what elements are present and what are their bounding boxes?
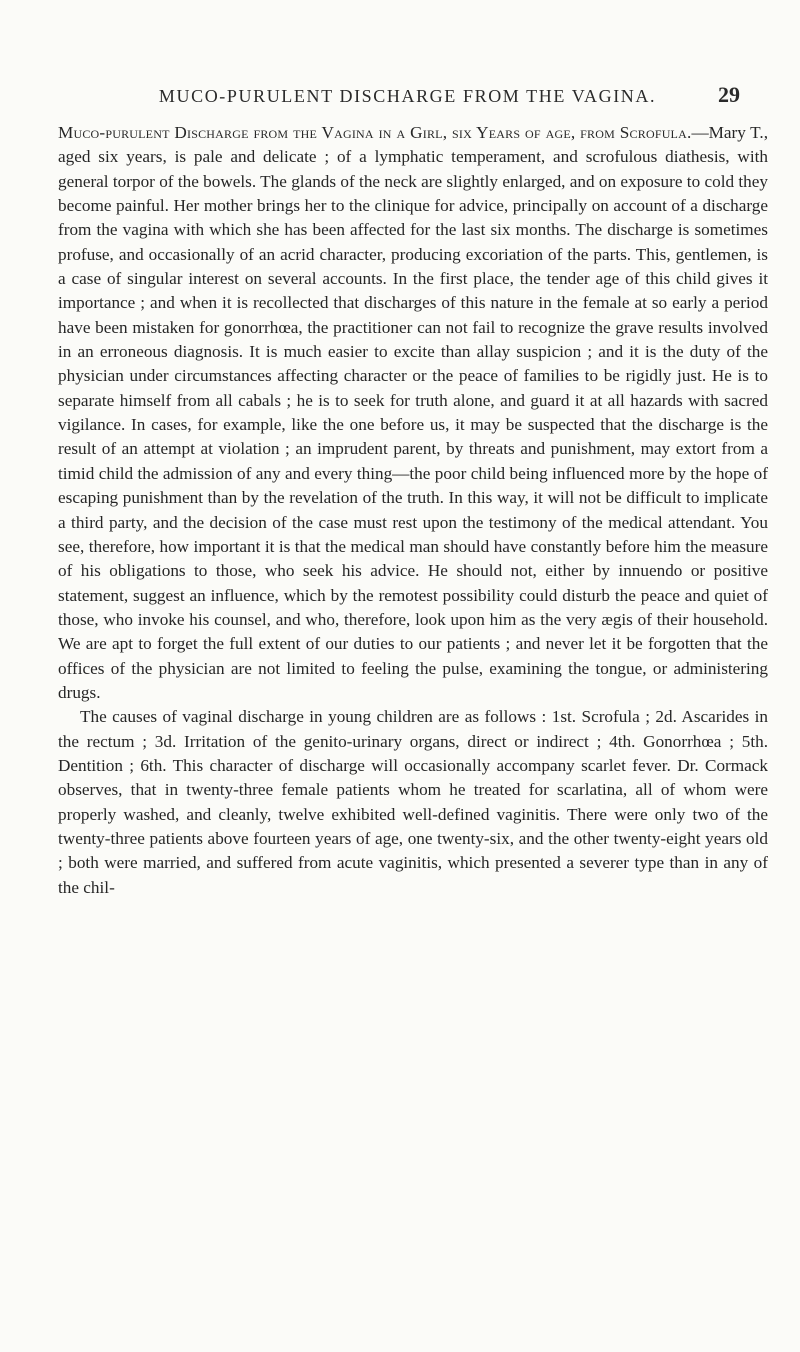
paragraph-2: The causes of vaginal discharge in young children are as follows : 1st. Scrofula ; 2d. Ascarides in the rectum ; 3d. Irritation of the genito-urinary organs, direct or indirect ; 4th. Gonorrhœa ; 5th. Dentition ; 6th. This character of discharge will occasionally accompany scarlet fever. Dr. Cormack observes, that in twenty-three female patients whom he treated for scarlatina, all of whom were properly washed, and cleanly, twelve exhibited well-defined vaginitis. There were only two of the twenty-three patients above fourteen years of age, one twenty-six, and the other twenty-eight years old ; both were married, and suffered from acute vaginitis, which presented a severer type than in any of the chil- [58, 707, 768, 897]
body-text [58, 121, 768, 900]
paragraph-1-text: —Mary T., aged six years, is pale and delicate ; of a lymphatic temperament, and scrofulous diathesis, with general torpor of the bowels. The glands of the neck are slightly enlarged, and on exposure to cold they become painful. Her mother brings her to the clinique for advice, principally on account of a discharge from the vagina with which she has been affected for the last six months. The discharge is sometimes profuse, and occasionally of an acrid character, producing excoriation of the parts. This, gentlemen, is a case of singular interest on several accounts. In the first place, the tender age of this child gives it importance ; and when it is recollected that discharges of this nature in the female at so early a period have been mistaken for gonorrhœa, the practitioner can not fail to recognize the grave results involved in an erroneous diagnosis. It is much easier to excite than allay suspicion ; and it is the duty of the physician under circumstances affecting character or the peace of families to be rigidly just. He is to separate himself from all cabals ; he is to seek for truth alone, and guard it at all hazards with sacred vigilance. In cases, for example, like the one before us, it may be suspected that the discharge is the result of an attempt at violation ; an imprudent parent, by threats and punishment, may extort from a timid child the admission of any and every thing—the poor child being influenced more by the hope of escaping punishment than by the revelation of the truth. In this way, it will not be difficult to implicate a third party, and the decision of the case must rest upon the testimony of the medical attendant. You see, therefore, how important it is that the medical man should have constantly before him the measure of his obligations to those, who seek his advice. He should not, either by innuendo or positive statement, suggest an influence, which by the remotest possibility could disturb the peace and quiet of those, who invoke his counsel, and who, therefore, look upon him as the very ægis of their household. We are apt to forget the full extent of our duties to our patients ; and never let it be forgotten that the offices of the physician are not limited to feeling the pulse, examining the tongue, or administering drugs. [58, 123, 768, 702]
paragraph-1 [58, 121, 768, 705]
page-number: 29 [718, 82, 740, 107]
section-heading: Muco-purulent Discharge from the Vagina in a Girl, six Years of age, from Scrofula. [58, 123, 692, 142]
running-head: MUCO-PURULENT DISCHARGE FROM THE VAGINA. [158, 86, 657, 106]
